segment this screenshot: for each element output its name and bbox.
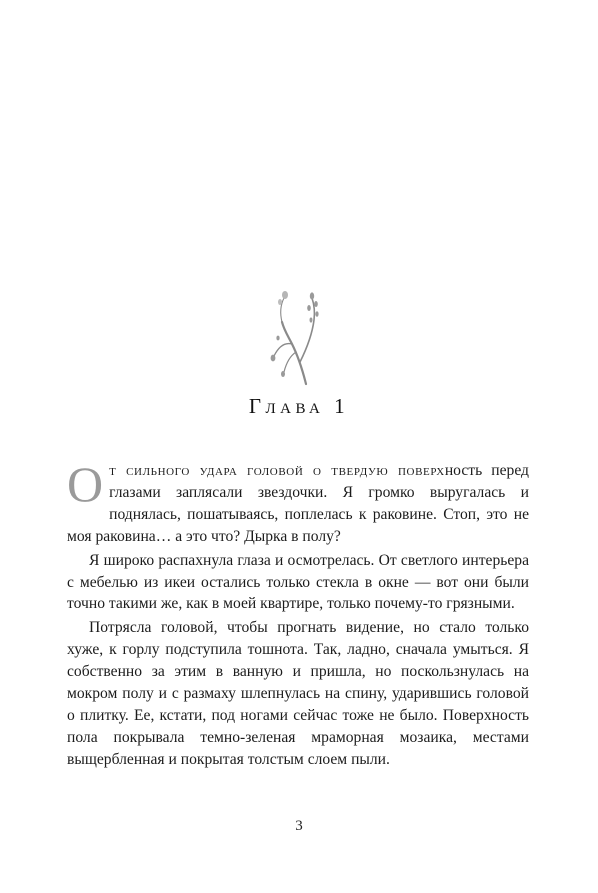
paragraph-1-text: ность перед глазами заплясали звездочки. Я громко выругалась и поднялась, пошатываясь, поплелась к раковине. Стоп, это не моя раковина… а это что? Дырка в полу? bbox=[67, 462, 529, 545]
chapter-body bbox=[67, 456, 529, 771]
paragraph-2: Я широко распахнула глаза и осмотрелась. От светлого интерьера с мебелью из икеи остались только стекла в окне — вот они были точно такими же, как в моей квартире, только почему-то грязными. bbox=[67, 551, 529, 613]
page-number: 3 bbox=[295, 818, 303, 834]
drop-cap: О bbox=[67, 456, 104, 512]
chapter-title: Глава 1 bbox=[248, 394, 350, 418]
paragraph-1 bbox=[67, 456, 529, 548]
paragraph-3: Потрясла головой, чтобы прогнать видение, но стало только хуже, к горлу подступила тошнота. Так, ладно, сначала умыться. Я собственно за этим в ванную и пришла, но поскользнулась на мокром полу и с размаху шлепнулась на спину, ударившись головой о плитку. Ее, кстати, под ногами сейчас тоже не было. Поверхность пола покрывала темно-зеленая мраморная мозаика, местами выщербленная и покрытая толстым слоем пыли. bbox=[67, 619, 529, 768]
plant-sprig-icon bbox=[262, 278, 342, 386]
lead-in-text: т сильного удара головой о твердую поверх bbox=[109, 462, 445, 479]
